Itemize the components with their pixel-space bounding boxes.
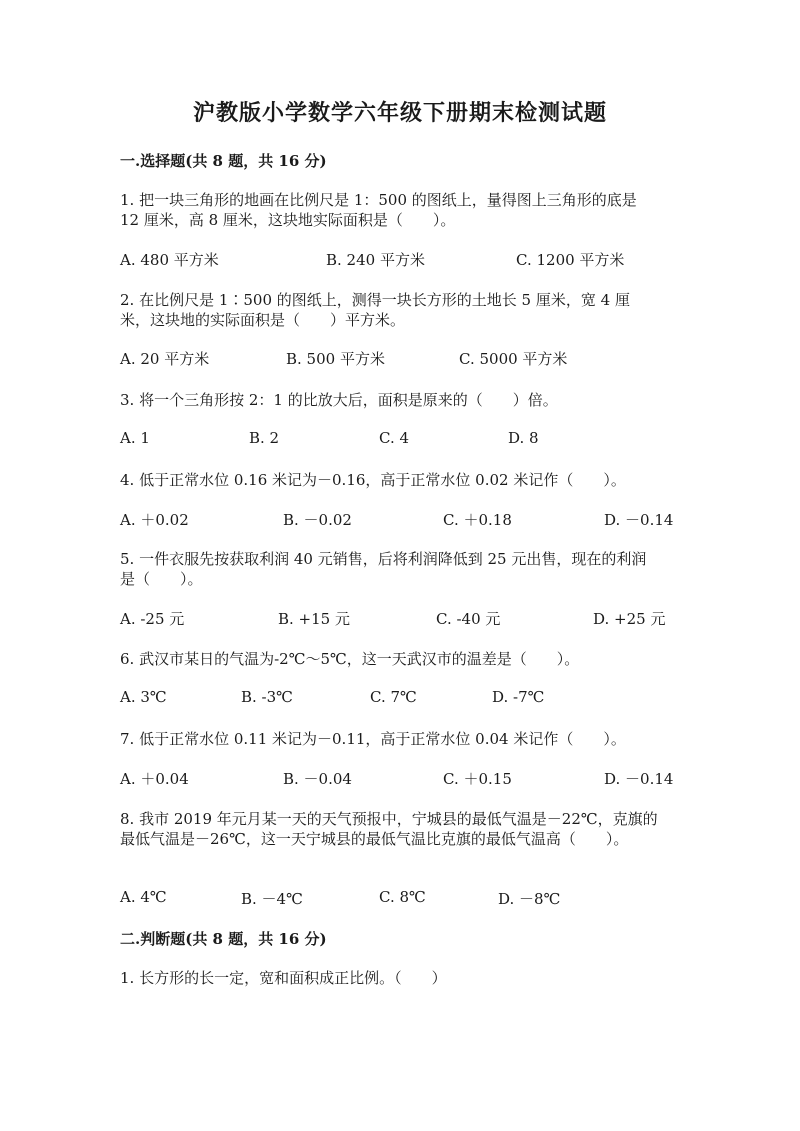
question-7-option-d: D. －0.14 xyxy=(604,770,674,788)
question-1-option-b: B. 240 平方米 xyxy=(326,251,425,269)
question-8-option-d: D. －8℃ xyxy=(498,890,561,908)
question-4-option-d: D. －0.14 xyxy=(604,511,674,529)
judgement-question-1-line-1: 1. 长方形的长一定，宽和面积成正比例。（ ） xyxy=(120,969,447,987)
question-2-line-2: 米，这块地的实际面积是（ ）平方米。 xyxy=(120,311,406,329)
question-4-line-1: 4. 低于正常水位 0.16 米记为－0.16，高于正常水位 0.02 米记作（ ）。 xyxy=(120,471,626,489)
question-4-option-b: B. －0.02 xyxy=(283,511,352,529)
question-3-option-a: A. 1 xyxy=(120,429,150,447)
question-2-line-1: 2. 在比例尺是 1∶500 的图纸上，测得一块长方形的土地长 5 厘米，宽 4 厘 xyxy=(120,291,630,309)
question-6-option-c: C. 7℃ xyxy=(370,688,417,706)
question-3-option-c: C. 4 xyxy=(379,429,410,447)
question-5-line-1: 5. 一件衣服先按获取利润 40 元销售，后将利润降低到 25 元出售，现在的利润 xyxy=(120,550,647,568)
question-6-option-a: A. 3℃ xyxy=(120,688,167,706)
question-1-option-a: A. 480 平方米 xyxy=(120,251,219,269)
question-4-option-c: C. ＋0.18 xyxy=(443,511,512,529)
question-1-line-1: 1. 把一块三角形的地画在比例尺是 1：500 的图纸上，量得图上三角形的底是 xyxy=(120,191,637,209)
question-2-option-a: A. 20 平方米 xyxy=(120,350,210,368)
question-8-option-a: A. 4℃ xyxy=(120,888,167,906)
question-8-line-1: 8. 我市 2019 年元月某一天的天气预报中，宁城县的最低气温是－22℃，克旗的 xyxy=(120,810,658,828)
question-3-line-1: 3. 将一个三角形按 2：1 的比放大后，面积是原来的（ ）倍。 xyxy=(120,391,558,409)
question-4-option-a: A. ＋0.02 xyxy=(120,511,189,529)
question-6-option-d: D. -7℃ xyxy=(492,688,545,706)
question-6-line-1: 6. 武汉市某日的气温为-2℃～5℃，这一天武汉市的温差是（ ）。 xyxy=(120,650,580,668)
question-2-option-c: C. 5000 平方米 xyxy=(459,350,568,368)
question-8-option-b: B. －4℃ xyxy=(241,890,303,908)
page-title: 沪教版小学数学六年级下册期末检测试题 xyxy=(192,100,607,126)
question-8-option-c: C. 8℃ xyxy=(379,888,426,906)
question-8-line-2: 最低气温是－26℃，这一天宁城县的最低气温比克旗的最低气温高（ ）。 xyxy=(120,830,629,848)
question-5-option-b: B. +15 元 xyxy=(278,610,350,628)
question-1-option-c: C. 1200 平方米 xyxy=(516,251,625,269)
question-5-option-a: A. -25 元 xyxy=(120,610,185,628)
question-5-option-c: C. -40 元 xyxy=(436,610,501,628)
question-1-line-2: 12 厘米，高 8 厘米，这块地实际面积是（ ）。 xyxy=(120,211,456,229)
question-6-option-b: B. -3℃ xyxy=(241,688,293,706)
question-5-line-2: 是（ ）。 xyxy=(120,570,203,588)
question-5-option-d: D. +25 元 xyxy=(593,610,666,628)
question-7-option-c: C. ＋0.15 xyxy=(443,770,512,788)
question-7-line-1: 7. 低于正常水位 0.11 米记为－0.11，高于正常水位 0.04 米记作（ ）。 xyxy=(120,730,626,748)
section-heading-judgement: 二.判断题(共 8 题，共 16 分) xyxy=(120,930,327,948)
question-7-option-b: B. －0.04 xyxy=(283,770,352,788)
question-2-option-b: B. 500 平方米 xyxy=(286,350,385,368)
section-heading-choice: 一.选择题(共 8 题，共 16 分) xyxy=(120,152,327,170)
question-7-option-a: A. ＋0.04 xyxy=(120,770,189,788)
question-3-option-d: D. 8 xyxy=(508,429,539,447)
question-3-option-b: B. 2 xyxy=(249,429,280,447)
